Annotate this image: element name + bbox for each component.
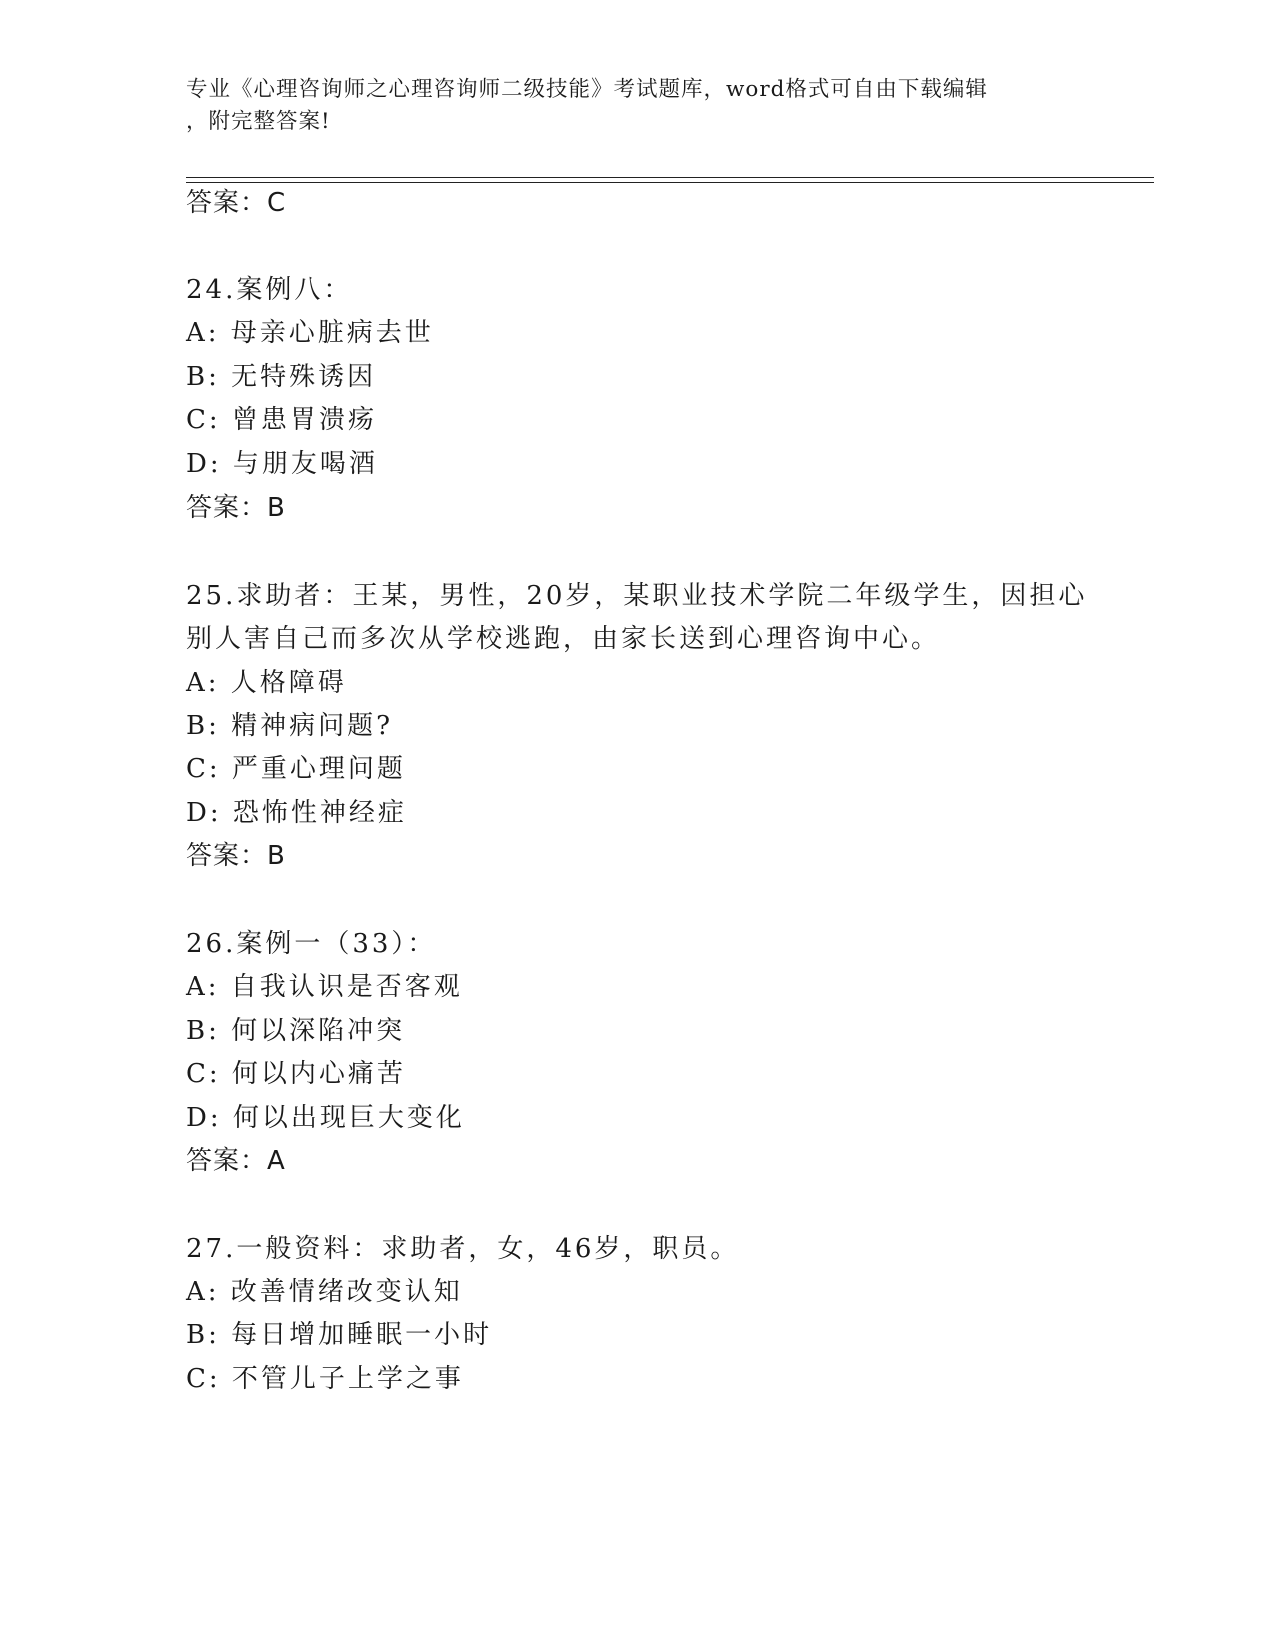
question-27-option-b: B: 每日增加睡眠一小时: [186, 1320, 493, 1350]
question-24-answer: 答案：B: [186, 493, 286, 523]
question-26-option-d: D: 何以出现巨大变化: [186, 1103, 465, 1133]
question-25-stem-line-2: 别人害自己而多次从学校逃跑，由家长送到心理咨询中心。: [186, 624, 941, 654]
question-26-answer: 答案：A: [186, 1146, 286, 1176]
question-25-answer: 答案：B: [186, 841, 286, 871]
header-rule-top: [186, 177, 1154, 178]
header-line-2: ，附完整答案!: [186, 109, 331, 134]
answer-line: 答案：C: [186, 188, 287, 218]
question-27-option-c: C: 不管儿子上学之事: [186, 1364, 464, 1394]
question-24-stem: 24.案例八：: [186, 275, 353, 305]
question-26-option-b: B: 何以深陷冲突: [186, 1016, 406, 1046]
question-25-option-a: A: 人格障碍: [186, 668, 347, 698]
question-24-option-a: A: 母亲心脏病去世: [186, 318, 434, 348]
question-26-option-a: A: 自我认识是否客观: [186, 972, 463, 1002]
question-26-option-c: C: 何以内心痛苦: [186, 1059, 406, 1089]
question-25-stem-line-1: 25.求助者：王某，男性，20岁，某职业技术学院二年级学生，因担心: [186, 581, 1088, 611]
question-24-option-c: C: 曾患胃溃疡: [186, 405, 377, 435]
document-header: [186, 74, 1086, 138]
question-24-option-b: B: 无特殊诱因: [186, 362, 377, 392]
question-27-stem: 27.一般资料：求助者，女，46岁，职员。: [186, 1234, 740, 1264]
question-26-stem: 26.案例一（33）：: [186, 929, 437, 959]
question-25-option-b: B: 精神病问题?: [186, 711, 394, 741]
question-24-option-d: D: 与朋友喝酒: [186, 449, 378, 479]
question-25-option-d: D: 恐怖性神经症: [186, 798, 407, 828]
header-line-1: 专业《心理咨询师之心理咨询师二级技能》考试题库，word格式可自由下载编辑: [186, 77, 988, 102]
question-27-option-a: A: 改善情绪改变认知: [186, 1277, 463, 1307]
header-rule-bottom: [186, 182, 1154, 183]
question-25-option-c: C: 严重心理问题: [186, 754, 406, 784]
